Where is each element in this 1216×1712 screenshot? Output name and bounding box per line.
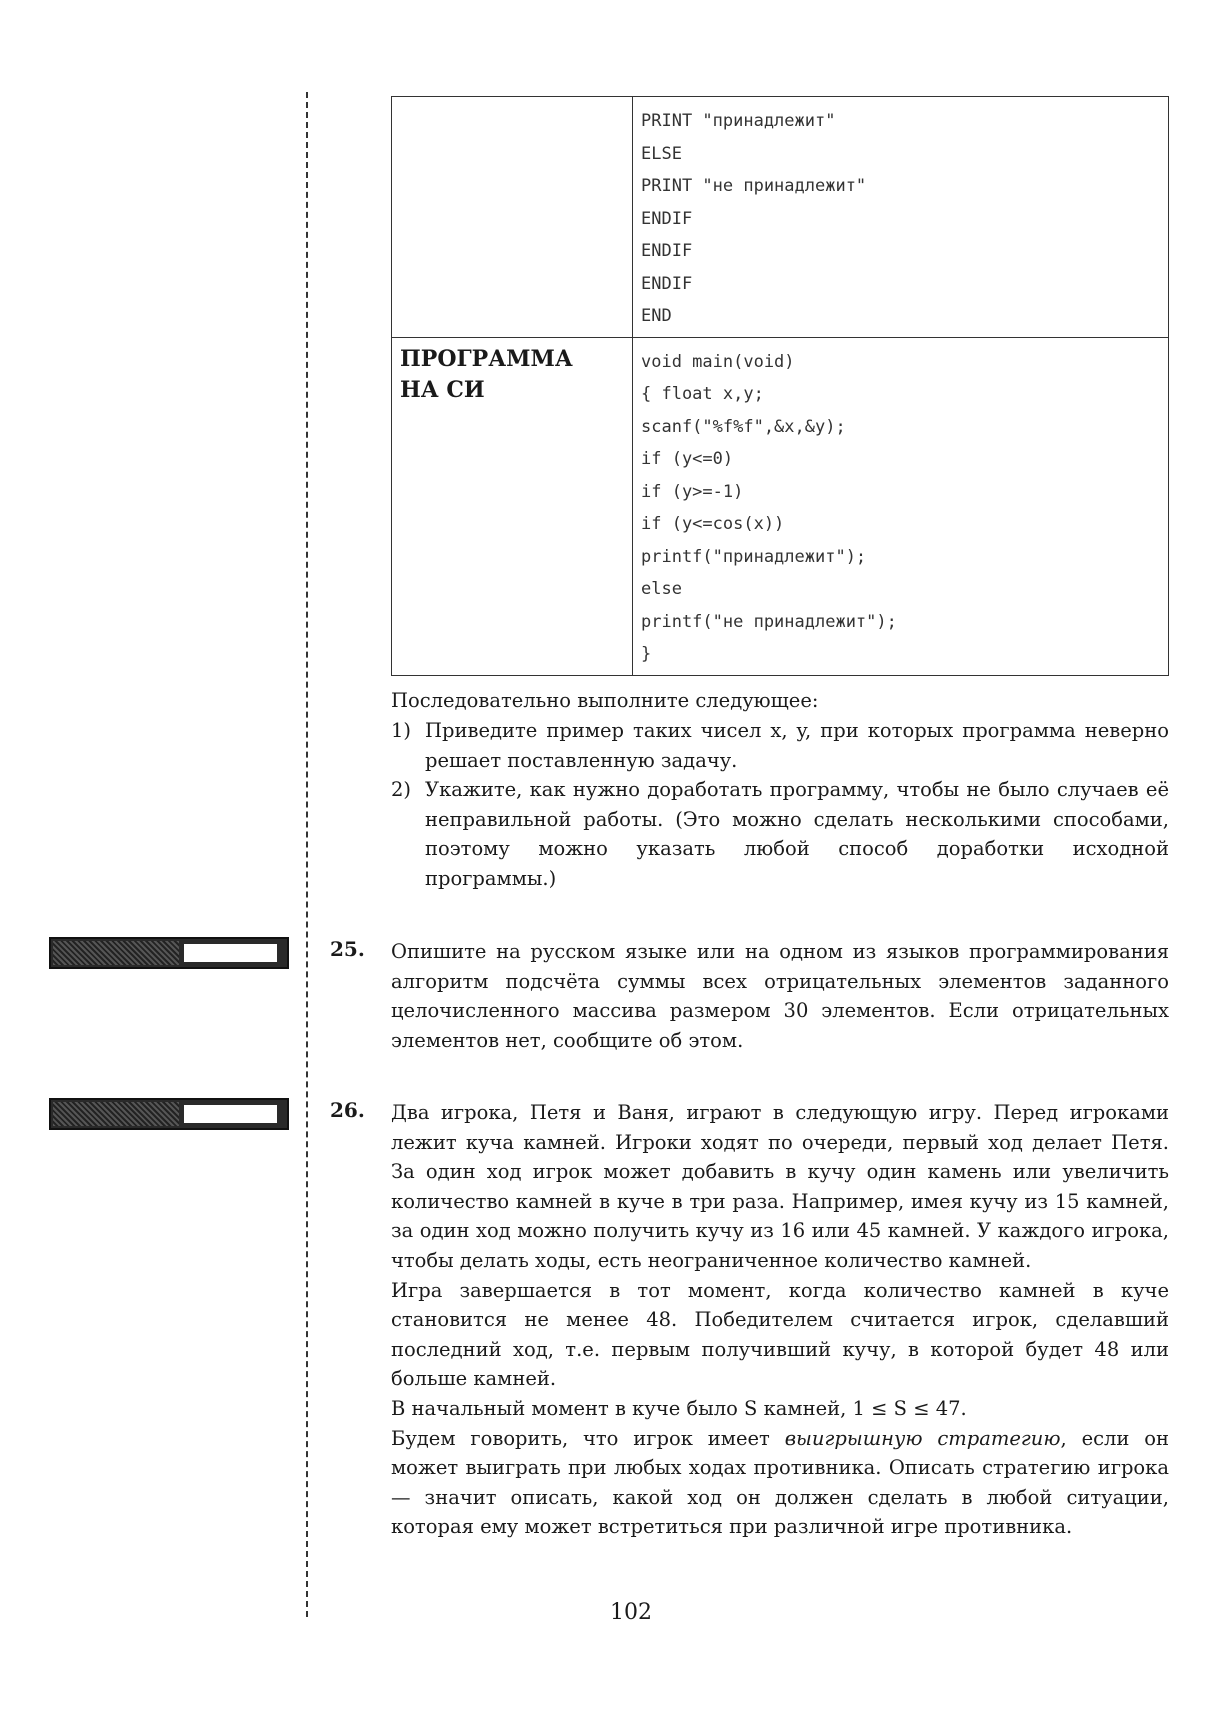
task24-intro: Последовательно выполните следующее: — [391, 689, 819, 712]
task26-body — [391, 1098, 1169, 1542]
basic-label-cell — [392, 97, 633, 338]
basic-row — [392, 97, 1169, 338]
code-line: if (y>=-1) — [641, 481, 744, 502]
c-code-cell — [633, 337, 1169, 675]
list-number: 2) — [391, 778, 412, 802]
code-line: } — [641, 644, 652, 664]
answer-field-25[interactable] — [184, 944, 277, 962]
task26-number: 26. — [330, 1098, 365, 1122]
code-line: void main(void) — [641, 351, 795, 372]
list-text: Приведите пример таких чисел x, y, при которых программа неверно решает поставленную задачу. — [425, 719, 1169, 772]
code-table — [391, 96, 1169, 676]
code-line: PRINT "не принадлежит" — [641, 176, 867, 196]
task25-text: Опишите на русском языке или на одном из языков программирования алгоритм подсчёта суммы всех отрицательных элементов заданного целочисленного массива размером 30 элементов. Если отрицательных элементов нет, сообщите об этом. — [391, 940, 1169, 1052]
answer-box-26[interactable] — [49, 1098, 289, 1130]
task24-list — [391, 716, 1169, 894]
list-number: 1) — [391, 719, 412, 742]
answer-box-pattern — [53, 1102, 179, 1126]
c-row — [392, 337, 1169, 675]
code-line: printf("принадлежит"); — [641, 546, 867, 567]
answer-field-26[interactable] — [184, 1105, 277, 1123]
task26-paragraph-4 — [391, 1424, 1169, 1542]
task26-p4-end: , если он может выиграть при любых ходах противника. Описать стратегию игрока — значит описать, какой ход он должен сделать в любой ситуации, которая ему может встретиться при различной игре противника. — [391, 1426, 1170, 1539]
basic-code-cell — [633, 97, 1169, 338]
cut-line — [306, 92, 308, 1617]
code-line: { float x,y; — [641, 384, 764, 404]
c-label-cell — [392, 337, 633, 675]
code-line: END — [641, 306, 672, 326]
code-line: ENDIF — [641, 208, 693, 229]
code-line: scanf("%f%f",&x,&y); — [641, 416, 846, 437]
answer-box-25[interactable] — [49, 937, 289, 969]
c-label: ПРОГРАММА НА СИ — [400, 345, 573, 403]
code-line: PRINT "принадлежит" — [641, 111, 836, 131]
list-item — [391, 716, 1169, 775]
code-line: ELSE — [641, 143, 682, 164]
code-line: ENDIF — [641, 241, 693, 261]
code-line: else — [641, 579, 682, 599]
answer-box-pattern — [53, 941, 179, 965]
list-item — [391, 775, 1169, 893]
task26-paragraph-2: Игра завершается в тот момент, когда количество камней в куче становится не менее 48. Победителем считается игрок, сделавший последний ход, т.е. первым получивший кучу, в которой будет 48 или больше камней. — [391, 1278, 1169, 1391]
code-line: ENDIF — [641, 273, 693, 294]
task26-p4-emphasis: выигрышную стратегию — [784, 1426, 1061, 1450]
task26-paragraph-3: В начальный момент в куче было S камней, 1 ≤ S ≤ 47. — [391, 1396, 967, 1420]
task25-number: 25. — [330, 937, 365, 961]
code-line: printf("не принадлежит"); — [641, 611, 897, 632]
page-number: 102 — [610, 1600, 652, 1625]
task26-paragraph-1: Два игрока, Петя и Ваня, играют в следующую игру. Перед игроками лежит куча камней. Игроки ходят по очереди, первый ход делает Петя. За один ход игрок может добавить в кучу один камень или увеличить количество камней в куче в три раза. Например, имея кучу из 15 камней, за один ход можно получить кучу из 16 или 45 камней. У каждого игрока, чтобы делать ходы, есть неограниченное количество камней. — [391, 1101, 1169, 1272]
code-line: if (y<=cos(x)) — [641, 514, 785, 534]
task26-p4-start: Будем говорить, что игрок имеет — [391, 1426, 785, 1450]
list-text: Укажите, как нужно доработать программу, чтобы не было случаев её неправильной работы. (Это можно сделать несколькими способами, поэтому можно указать любой способ доработки исходной программы.) — [425, 778, 1169, 890]
code-line: if (y<=0) — [641, 449, 734, 469]
